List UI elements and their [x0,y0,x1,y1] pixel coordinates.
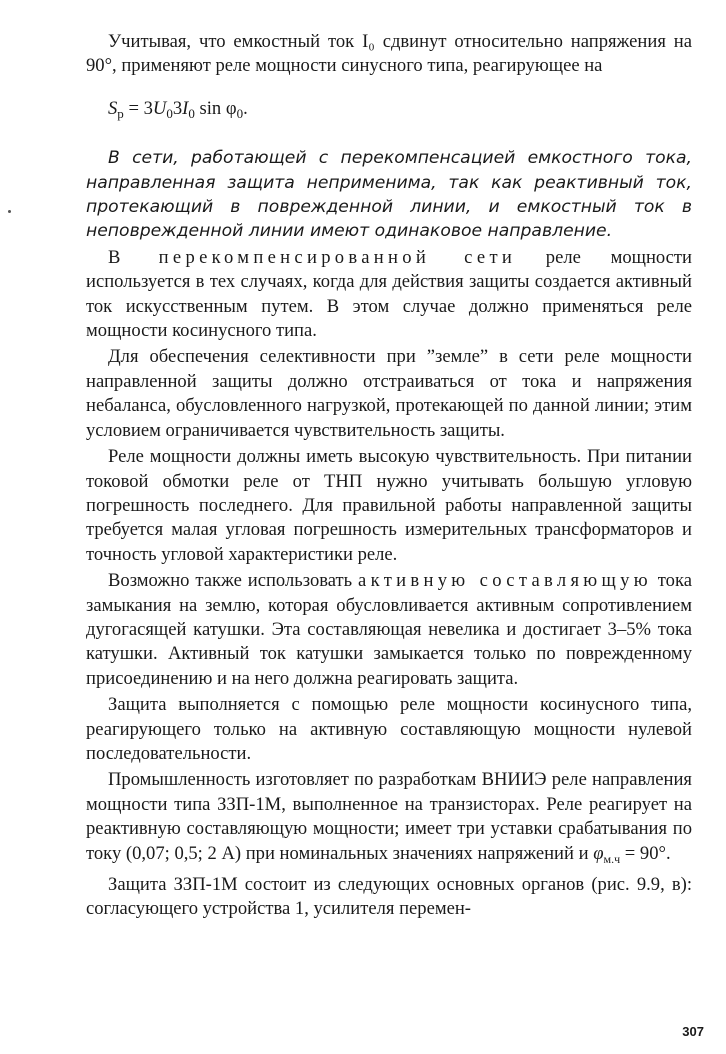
paragraph-7 [86,768,692,871]
spaced-phrase-active-component: активную составляющую [358,570,652,592]
paragraph-1: Учитывая, что емкостный ток I₀ сдвинут относительно напряжения на 90°, применяют реле мощности синусного типа, реагирующее на [86,31,692,77]
margin-mark [8,210,11,213]
inline-phi: φ [593,842,604,864]
formula-three: 3 [172,97,183,119]
paragraph-5-after: тока замыкания на землю, которая обусловливается активным сопротивлением дугогасящей катушки. Эта составляющая невелика и достигает 3–5% тока катушки. Активный ток катушки замыкается только по поврежденному присоединению и на него должна реагировать защита. [86,570,692,689]
paragraph-2-rest: реле мощности используется в тех случаях, когда для действия защиты создается активный ток искусственным путем. В этом случае должно применяться реле мощности косинусного типа. [86,246,692,342]
paragraph-7-text: Промышленность изготовляет по разработкам ВНИИЭ реле направления мощности типа ЗЗП-1М, выполненное на транзисторах. Реле реагирует на реактивную составляющую мощности; имеет три уставки срабатывания по току (0,07; 0,5; 2 А) при номинальных значениях напряжений и [86,769,692,864]
formula-eq: = 3 [123,97,153,119]
paragraph-4: Реле мощности должны иметь высокую чувствительность. При питании токовой обмотки реле от ТНП нужно учитывать большую угловую погрешность последнего. Для правильной работы направленной защиты требуется малая угловая погрешность измерительных трансформаторов и точность угловой характеристики реле. [86,446,692,565]
formula-lhs-sub: р [117,105,124,121]
inline-phi-sub: м.ч [603,851,621,866]
formula-u-sub: 0 [166,105,173,121]
inline-phi-mch [593,843,620,864]
formula-sin-phi: sin φ [199,97,237,119]
italic-note: В сети, работающей с перекомпенсацией емкостного тока, направленная защита неприменима, так как реактивный ток, протекающий в поврежденной линии, и емкостный ток в неповрежденной линии имеют одинаковое направление. [86,148,692,242]
formula-sp [108,97,692,126]
paragraph-5 [86,569,692,691]
page-number: 307 [682,1024,704,1039]
formula-u: U [152,97,167,119]
formula-i: I [182,97,189,119]
paragraph-6: Защита выполняется с помощью реле мощности косинусного типа, реагирующего только на активную составляющую мощности нулевой последовательности. [86,694,692,764]
paragraph-5-before: Возможно также использовать [108,570,359,592]
paragraph-7-tail: = 90°. [620,842,671,864]
formula-dot: . [243,97,248,119]
formula-i-sub: 0 [188,105,195,121]
spaced-phrase-overcompensated: В перекомпенсированной сети [108,246,517,268]
paragraph-2 [86,246,692,344]
page-body [86,30,692,922]
paragraph-3: Для обеспечения селективности при ”земле” в сети реле мощности направленной защиты должно отстраиваться от тока и напряжения небаланса, обусловленного нагрузкой, протекающей по данной линии; этим условием ограничивается чувствительность защиты. [86,346,692,441]
paragraph-8: Защита ЗЗП-1М состоит из следующих основных органов (рис. 9.9, в): согласующего устройства 1, усилителя перемен- [86,874,692,920]
formula-phi-sub: 0 [236,105,244,121]
formula-lhs: S [108,97,118,119]
